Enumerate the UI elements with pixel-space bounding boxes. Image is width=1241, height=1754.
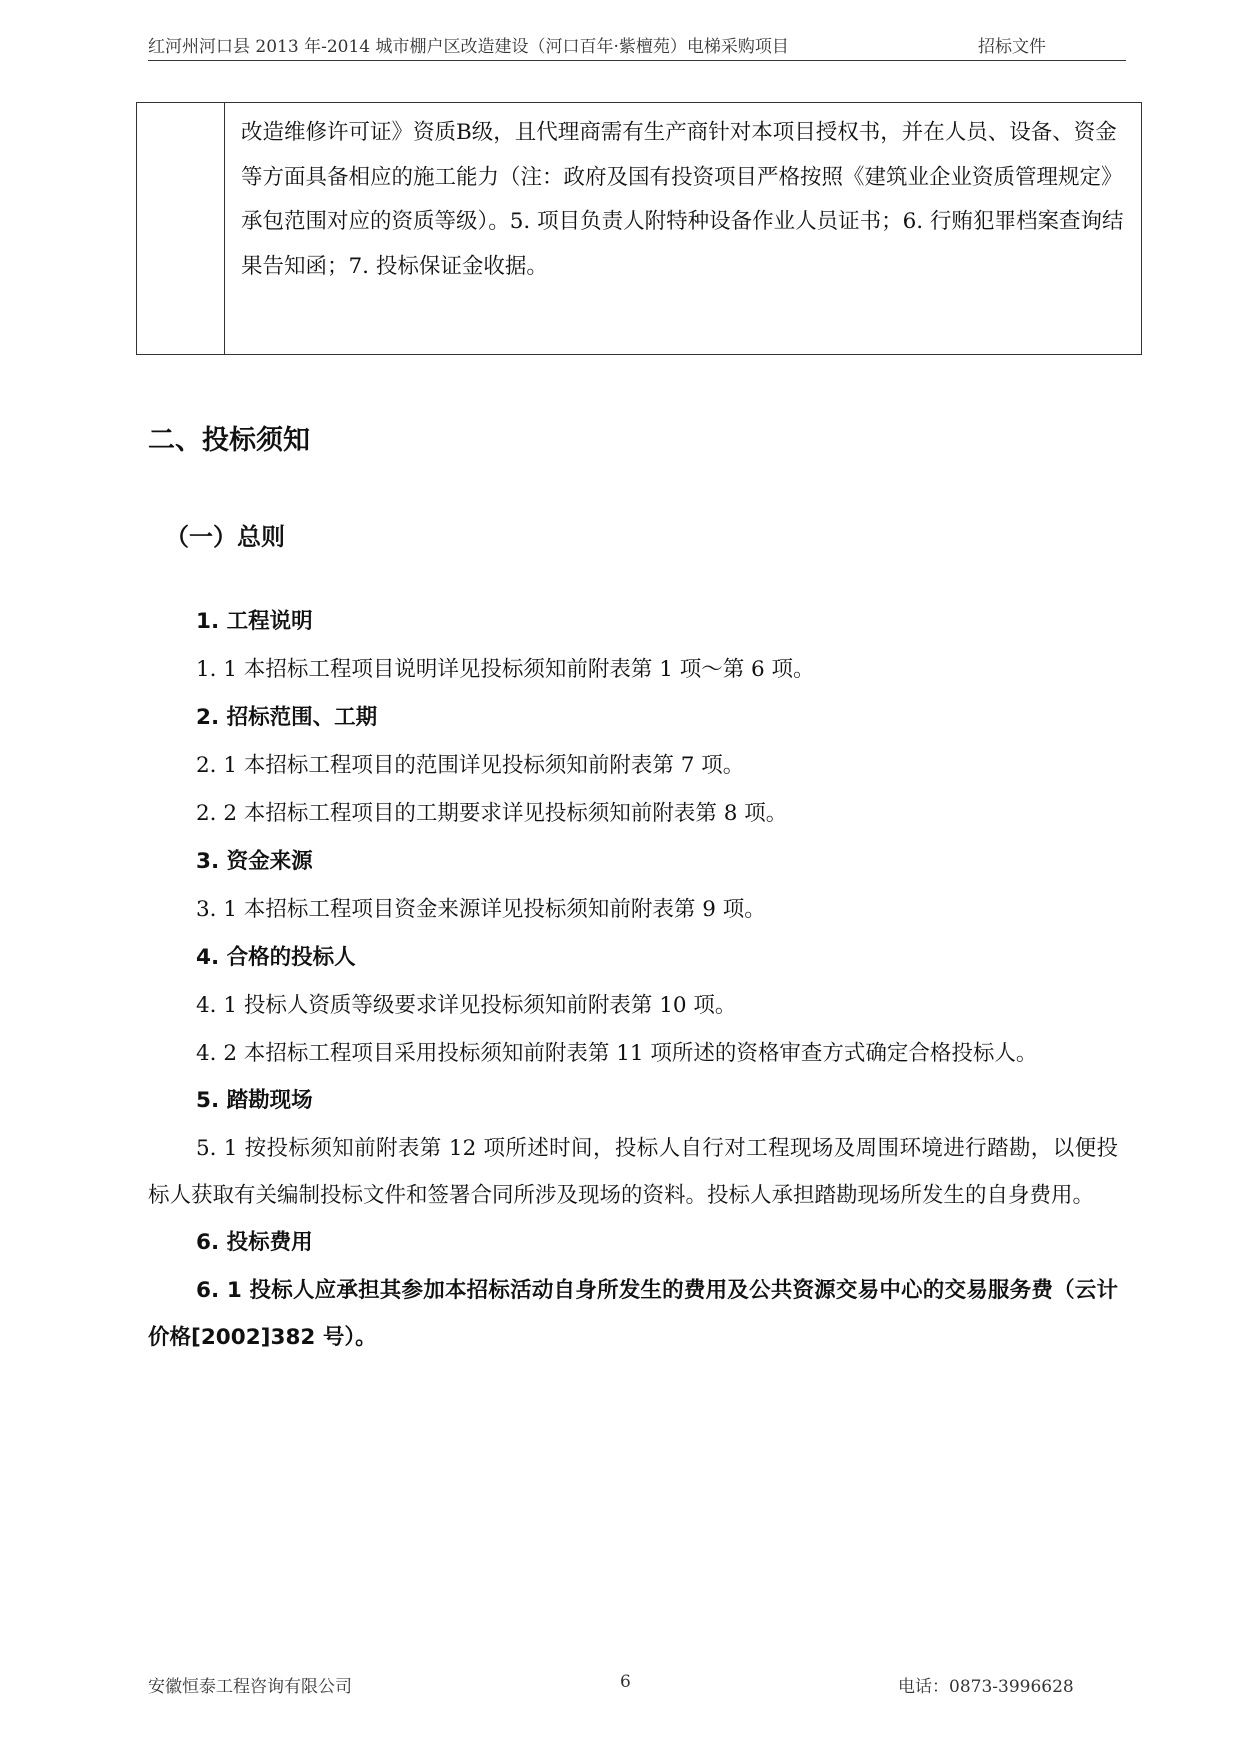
clause-heading: 2. 招标范围、工期 <box>196 705 378 730</box>
clause-paragraph: 5. 1 按投标须知前附表第 12 项所述时间，投标人自行对工程现场及周围环境进行踏勘，以便投标人获取有关编制投标文件和签署合同所涉及现场的资料。投标人承担踏勘现场所发生的自身费用。 <box>148 1136 1118 1208</box>
footer-phone: 电话：0873-3996628 <box>898 1677 1074 1697</box>
clause-heading: 3. 资金来源 <box>196 849 313 874</box>
table-left-column <box>137 103 225 354</box>
section-title: 二、投标须知 <box>148 425 310 456</box>
clause-text: 2. 1 本招标工程项目的范围详见投标须知前附表第 7 项。 <box>196 753 745 778</box>
page-footer <box>148 1672 1126 1698</box>
clause-text: 1. 1 本招标工程项目说明详见投标须知前附表第 1 项～第 6 项。 <box>196 657 815 682</box>
clause-paragraph: 4. 2 本招标工程项目采用投标须知前附表第 11 项所述的资格审查方式确定合格投标人。 <box>196 1041 1038 1066</box>
clause-heading: 6. 投标费用 <box>196 1230 313 1255</box>
requirements-table <box>136 102 1142 355</box>
clause-text: 3. 1 本招标工程项目资金来源详见投标须知前附表第 9 项。 <box>196 897 766 922</box>
page-header <box>148 30 1126 61</box>
table-cell-text: 改造维修许可证》资质B级，且代理商需有生产商针对本项目授权书，并在人员、设备、资金等方面具备相应的施工能力（注：政府及国有投资项目严格按照《建筑业企业资质管理规定》承包范围对应的资质等级）。5. 项目负责人附特种设备作业人员证书；6. 行贿犯罪档案查询结果告知函；7. 投标保证金收据。 <box>241 120 1124 279</box>
section-body <box>148 598 1118 1361</box>
header-doc-type: 招标文件 <box>978 37 1046 57</box>
clause-heading: 4. 合格的投标人 <box>196 945 356 970</box>
clause-text: 4. 1 投标人资质等级要求详见投标须知前附表第 10 项。 <box>196 993 737 1018</box>
header-title: 红河州河口县 2013 年-2014 城市棚户区改造建设（河口百年·紫檀苑）电梯采购项目 <box>148 37 789 57</box>
page-number: 6 <box>620 1672 631 1692</box>
subsection-title: （一）总则 <box>165 523 285 551</box>
clause-paragraph-bold: 6. 1 投标人应承担其参加本招标活动自身所发生的费用及公共资源交易中心的交易服务费（云计价格[2002]382 号）。 <box>148 1278 1118 1350</box>
clause-heading: 5. 踏勘现场 <box>196 1088 313 1113</box>
clause-heading: 1. 工程说明 <box>196 609 313 634</box>
footer-company: 安徽恒泰工程咨询有限公司 <box>148 1677 352 1697</box>
clause-text: 2. 2 本招标工程项目的工期要求详见投标须知前附表第 8 项。 <box>196 801 788 826</box>
